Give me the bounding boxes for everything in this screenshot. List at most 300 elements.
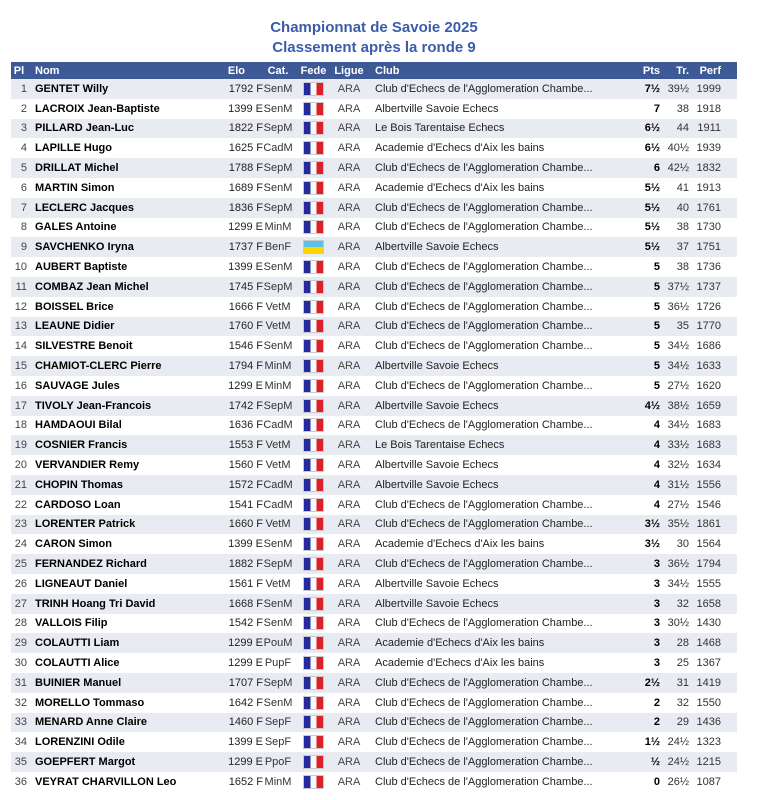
player-nom-cell: TIVOLY Jean-Francois: [35, 399, 152, 412]
france-flag-icon: [303, 359, 324, 373]
player-pts-cell: 6½: [644, 122, 660, 135]
france-flag-icon: [303, 280, 324, 294]
player-pl-cell: 4: [20, 142, 27, 155]
player-fede-cell: [293, 218, 334, 238]
player-nom-cell: MENARD Anne Claire: [35, 716, 148, 729]
player-cat-cell: SepM: [263, 162, 293, 175]
player-club-cell: Club d'Echecs de l'Agglomeration Chambe...: [375, 300, 593, 313]
player-elo-cell: 1399 E: [228, 261, 263, 274]
player-pl-cell: 22: [14, 498, 27, 511]
player-fede-cell: [293, 336, 334, 356]
player-elo-cell: 1299 E: [228, 379, 263, 392]
player-elo-cell: 1299 E: [228, 637, 263, 650]
player-pts-cell: 5: [653, 360, 660, 373]
player-pts-cell: 5: [653, 320, 660, 333]
player-ligue-cell: ARA: [337, 181, 361, 194]
player-pts-cell: 5½: [644, 221, 660, 234]
player-ligue-cell: ARA: [337, 340, 361, 353]
france-flag-icon: [303, 498, 324, 512]
player-pl-cell: 6: [20, 181, 27, 194]
player-perf-cell: 1550: [696, 696, 721, 709]
header-ligue: Ligue: [334, 62, 364, 79]
player-perf-cell: 1634: [696, 459, 721, 472]
table-row: [11, 99, 737, 119]
player-ligue-cell: ARA: [337, 280, 361, 293]
player-club-cell: Club d'Echecs de l'Agglomeration Chambe...: [375, 221, 593, 234]
player-cat-cell: SenM: [263, 538, 293, 551]
player-pts-cell: 5½: [644, 201, 660, 214]
player-ligue-cell: ARA: [337, 577, 361, 590]
player-fede-cell: [293, 495, 334, 515]
table-row: [11, 653, 737, 673]
player-nom-cell: MORELLO Tommaso: [35, 696, 145, 709]
player-perf-cell: 1564: [696, 538, 721, 551]
player-club-cell: Club d'Echecs de l'Agglomeration Chambe...: [375, 498, 593, 511]
player-fede-cell: [293, 732, 334, 752]
player-pl-cell: 16: [14, 379, 27, 392]
france-flag-icon: [303, 577, 324, 591]
player-cat-cell: VetM: [265, 439, 291, 452]
player-cat-cell: SenM: [263, 617, 293, 630]
player-pts-cell: 6½: [644, 142, 660, 155]
player-cat-cell: SepF: [264, 736, 292, 749]
player-ligue-cell: ARA: [337, 300, 361, 313]
player-club-cell: Club d'Echecs de l'Agglomeration Chambe...: [375, 162, 593, 175]
player-ligue-cell: ARA: [337, 439, 361, 452]
player-pts-cell: 1½: [644, 736, 660, 749]
france-flag-icon: [303, 636, 324, 650]
player-ligue-cell: ARA: [337, 162, 361, 175]
player-ligue-cell: ARA: [337, 399, 361, 412]
player-pl-cell: 28: [14, 617, 27, 630]
player-nom-cell: COMBAZ Jean Michel: [35, 280, 149, 293]
france-flag-icon: [303, 260, 324, 274]
player-nom-cell: CARON Simon: [35, 538, 112, 551]
table-row: [11, 257, 737, 277]
france-flag-icon: [303, 537, 324, 551]
player-fede-cell: [293, 534, 334, 554]
player-tr-cell: 40: [676, 201, 689, 214]
player-nom-cell: COLAUTTI Alice: [35, 657, 120, 669]
player-elo-cell: 1299 E: [228, 221, 263, 234]
player-tr-cell: 39½: [667, 82, 689, 95]
player-cat-cell: PupF: [264, 657, 292, 669]
player-ligue-cell: ARA: [337, 241, 361, 254]
player-pts-cell: 3: [653, 577, 660, 590]
france-flag-icon: [303, 696, 324, 710]
player-nom-cell: GALES Antoine: [35, 221, 117, 234]
player-nom-cell: CHAMIOT-CLERC Pierre: [35, 360, 162, 373]
table-row: [11, 376, 737, 396]
player-club-cell: Club d'Echecs de l'Agglomeration Chambe...: [375, 716, 593, 729]
france-flag-icon: [303, 201, 324, 215]
player-elo-cell: 1625 F: [228, 142, 263, 155]
player-tr-cell: 38½: [667, 399, 689, 412]
ranking-subtitle: Classement après la ronde 9: [272, 39, 476, 56]
player-perf-cell: 1683: [696, 419, 721, 432]
france-flag-icon: [303, 517, 324, 531]
player-nom-cell: VERVANDIER Remy: [35, 459, 140, 472]
player-club-cell: Le Bois Tarentaise Echecs: [375, 439, 505, 452]
player-elo-cell: 1299 E: [228, 657, 263, 669]
player-elo-cell: 1572 F: [228, 478, 263, 491]
player-fede-cell: [293, 138, 334, 158]
player-fede-cell: [293, 376, 334, 396]
player-cat-cell: PpoF: [264, 755, 292, 768]
player-pl-cell: 20: [14, 459, 27, 472]
player-club-cell: Albertville Savoie Echecs: [375, 577, 499, 590]
player-cat-cell: SenM: [263, 102, 293, 115]
player-club-cell: Albertville Savoie Echecs: [375, 241, 499, 254]
france-flag-icon: [303, 458, 324, 472]
player-tr-cell: 32: [676, 597, 689, 610]
player-ligue-cell: ARA: [337, 657, 361, 669]
player-tr-cell: 30: [676, 538, 689, 551]
france-flag-icon: [303, 478, 324, 492]
player-cat-cell: SepM: [263, 201, 293, 214]
player-fede-cell: [293, 574, 334, 594]
player-elo-cell: 1546 F: [228, 340, 263, 353]
player-cat-cell: MinM: [264, 379, 292, 392]
player-fede-cell: [293, 396, 334, 416]
player-cat-cell: SepM: [263, 280, 293, 293]
player-elo-cell: 1745 F: [228, 280, 263, 293]
player-tr-cell: 31½: [667, 478, 689, 491]
player-pl-cell: 24: [14, 538, 27, 551]
player-tr-cell: 34½: [667, 360, 689, 373]
player-pts-cell: 5: [653, 300, 660, 313]
player-club-cell: Club d'Echecs de l'Agglomeration Chambe...: [375, 518, 593, 531]
player-perf-cell: 1913: [696, 181, 721, 194]
france-flag-icon: [303, 676, 324, 690]
player-fede-cell: [293, 693, 334, 713]
france-flag-icon: [303, 656, 324, 670]
player-perf-cell: 1770: [696, 320, 721, 333]
player-pl-cell: 36: [14, 775, 27, 788]
player-elo-cell: 1668 F: [228, 597, 263, 610]
table-row: [11, 356, 737, 376]
player-ligue-cell: ARA: [337, 676, 361, 689]
france-flag-icon: [303, 418, 324, 432]
player-fede-cell: [293, 752, 334, 772]
player-elo-cell: 1561 F: [228, 577, 263, 590]
player-fede-cell: [293, 277, 334, 297]
player-fede-cell: [293, 198, 334, 218]
player-tr-cell: 42½: [667, 162, 689, 175]
player-pl-cell: 15: [14, 360, 27, 373]
player-cat-cell: CadM: [263, 142, 293, 155]
player-pl-cell: 18: [14, 419, 27, 432]
player-club-cell: Albertville Savoie Echecs: [375, 102, 499, 115]
player-ligue-cell: ARA: [337, 142, 361, 155]
player-club-cell: Club d'Echecs de l'Agglomeration Chambe...: [375, 419, 593, 432]
player-club-cell: Club d'Echecs de l'Agglomeration Chambe...: [375, 340, 593, 353]
player-perf-cell: 1939: [696, 142, 721, 155]
player-ligue-cell: ARA: [337, 320, 361, 333]
player-pts-cell: 4: [653, 459, 660, 472]
table-row: [11, 435, 737, 455]
player-fede-cell: [293, 554, 334, 574]
table-row: [11, 336, 737, 356]
france-flag-icon: [303, 557, 324, 571]
player-elo-cell: 1882 F: [228, 558, 263, 571]
france-flag-icon: [303, 735, 324, 749]
player-cat-cell: VetM: [265, 577, 291, 590]
player-perf-cell: 1419: [696, 676, 721, 689]
player-fede-cell: [293, 713, 334, 733]
header-pl: Pl: [11, 62, 27, 79]
player-perf-cell: 1761: [696, 201, 721, 214]
player-ligue-cell: ARA: [337, 597, 361, 610]
player-ligue-cell: ARA: [337, 360, 361, 373]
table-row: [11, 416, 737, 436]
player-ligue-cell: ARA: [337, 122, 361, 135]
player-club-cell: Academie d'Echecs d'Aix les bains: [375, 657, 545, 669]
player-tr-cell: 40½: [667, 142, 689, 155]
player-perf-cell: 1436: [696, 716, 721, 729]
player-cat-cell: MinM: [264, 360, 292, 373]
player-tr-cell: 29: [676, 716, 689, 729]
player-tr-cell: 30½: [667, 617, 689, 630]
player-club-cell: Club d'Echecs de l'Agglomeration Chambe...: [375, 676, 593, 689]
player-club-cell: Club d'Echecs de l'Agglomeration Chambe...: [375, 755, 593, 768]
player-pl-cell: 35: [14, 755, 27, 768]
player-tr-cell: 24½: [667, 755, 689, 768]
player-tr-cell: 37: [676, 241, 689, 254]
player-pts-cell: 0: [653, 775, 660, 788]
player-fede-cell: [293, 257, 334, 277]
player-cat-cell: MinM: [264, 221, 292, 234]
header-pts: Pts: [604, 62, 660, 79]
player-perf-cell: 1918: [696, 102, 721, 115]
player-perf-cell: 1556: [696, 478, 721, 491]
player-pts-cell: 5½: [644, 181, 660, 194]
player-pl-cell: 34: [14, 736, 27, 749]
player-perf-cell: 1546: [696, 498, 721, 511]
player-ligue-cell: ARA: [337, 102, 361, 115]
player-elo-cell: 1299 E: [228, 755, 263, 768]
player-perf-cell: 1683: [696, 439, 721, 452]
player-perf-cell: 1468: [696, 637, 721, 650]
player-club-cell: Albertville Savoie Echecs: [375, 399, 499, 412]
table-row: [11, 534, 737, 554]
player-nom-cell: BOISSEL Brice: [35, 300, 114, 313]
player-ligue-cell: ARA: [337, 538, 361, 551]
player-tr-cell: 34½: [667, 419, 689, 432]
player-fede-cell: [293, 237, 334, 257]
player-pts-cell: 2: [653, 716, 660, 729]
table-row: [11, 198, 737, 218]
player-pl-cell: 8: [20, 221, 27, 234]
player-club-cell: Club d'Echecs de l'Agglomeration Chambe...: [375, 82, 593, 95]
player-club-cell: Club d'Echecs de l'Agglomeration Chambe...: [375, 201, 593, 214]
table-row: [11, 673, 737, 693]
player-cat-cell: BenF: [264, 241, 292, 254]
player-pl-cell: 2: [20, 102, 27, 115]
player-pts-cell: 6: [653, 162, 660, 175]
player-tr-cell: 35½: [667, 518, 689, 531]
player-fede-cell: [293, 79, 334, 99]
player-nom-cell: LEAUNE Didier: [35, 320, 115, 333]
player-pts-cell: 5: [653, 379, 660, 392]
player-nom-cell: LORENZINI Odile: [35, 736, 125, 749]
player-pl-cell: 19: [14, 439, 27, 452]
player-pl-cell: 21: [14, 478, 27, 491]
player-club-cell: Club d'Echecs de l'Agglomeration Chambe...: [375, 320, 593, 333]
player-fede-cell: [293, 515, 334, 535]
player-club-cell: Academie d'Echecs d'Aix les bains: [375, 538, 545, 551]
header-tr: Tr.: [660, 62, 689, 79]
player-elo-cell: 1760 F: [228, 320, 263, 333]
player-fede-cell: [293, 158, 334, 178]
player-perf-cell: 1087: [696, 775, 721, 788]
player-fede-cell: [293, 614, 334, 634]
france-flag-icon: [303, 181, 324, 195]
player-elo-cell: 1822 F: [228, 122, 263, 135]
table-row: [11, 515, 737, 535]
france-flag-icon: [303, 399, 324, 413]
player-fede-cell: [293, 317, 334, 337]
player-tr-cell: 41: [676, 181, 689, 194]
player-cat-cell: SepM: [263, 122, 293, 135]
tournament-title: Championnat de Savoie 2025: [270, 19, 478, 36]
player-tr-cell: 27½: [667, 379, 689, 392]
player-perf-cell: 1215: [696, 755, 721, 768]
player-ligue-cell: ARA: [337, 201, 361, 214]
player-elo-cell: 1707 F: [228, 676, 263, 689]
player-ligue-cell: ARA: [337, 716, 361, 729]
player-perf-cell: 1751: [696, 241, 721, 254]
france-flag-icon: [303, 715, 324, 729]
player-ligue-cell: ARA: [337, 379, 361, 392]
france-flag-icon: [303, 755, 324, 769]
player-pl-cell: 14: [14, 340, 27, 353]
player-elo-cell: 1399 E: [228, 538, 263, 551]
player-pl-cell: 3: [20, 122, 27, 135]
player-elo-cell: 1788 F: [228, 162, 263, 175]
player-perf-cell: 1999: [696, 82, 721, 95]
player-cat-cell: CadM: [263, 498, 293, 511]
player-pl-cell: 5: [20, 162, 27, 175]
player-ligue-cell: ARA: [337, 221, 361, 234]
player-nom-cell: CARDOSO Loan: [35, 498, 121, 511]
player-fede-cell: [293, 99, 334, 119]
player-fede-cell: [293, 594, 334, 614]
player-pl-cell: 25: [14, 558, 27, 571]
player-pts-cell: 5½: [644, 241, 660, 254]
table-row: [11, 574, 737, 594]
player-pts-cell: 4: [653, 419, 660, 432]
table-row: [11, 475, 737, 495]
france-flag-icon: [303, 339, 324, 353]
player-fede-cell: [293, 772, 334, 792]
player-club-cell: Le Bois Tarentaise Echecs: [375, 122, 505, 135]
player-pl-cell: 26: [14, 577, 27, 590]
player-pl-cell: 10: [14, 261, 27, 274]
player-perf-cell: 1555: [696, 577, 721, 590]
player-pl-cell: 31: [14, 676, 27, 689]
player-elo-cell: 1794 F: [228, 360, 263, 373]
player-cat-cell: VetM: [265, 518, 291, 531]
player-tr-cell: 32: [676, 696, 689, 709]
player-ligue-cell: ARA: [337, 736, 361, 749]
table-row: [11, 237, 737, 257]
player-nom-cell: COLAUTTI Liam: [35, 637, 120, 650]
player-nom-cell: GENTET Willy: [35, 82, 109, 95]
player-club-cell: Academie d'Echecs d'Aix les bains: [375, 181, 545, 194]
france-flag-icon: [303, 220, 324, 234]
player-cat-cell: MinM: [264, 775, 292, 788]
player-perf-cell: 1367: [696, 657, 721, 669]
table-row: [11, 138, 737, 158]
player-tr-cell: 26½: [667, 775, 689, 788]
player-ligue-cell: ARA: [337, 617, 361, 630]
player-club-cell: Academie d'Echecs d'Aix les bains: [375, 637, 545, 650]
player-nom-cell: GOEPFERT Margot: [35, 755, 136, 768]
player-pl-cell: 13: [14, 320, 27, 333]
player-fede-cell: [293, 416, 334, 436]
table-row: [11, 218, 737, 238]
table-row: [11, 495, 737, 515]
player-cat-cell: SenM: [263, 340, 293, 353]
player-cat-cell: SepM: [263, 676, 293, 689]
france-flag-icon: [303, 121, 324, 135]
player-perf-cell: 1861: [696, 518, 721, 531]
player-tr-cell: 25: [676, 657, 689, 669]
table-row: [11, 713, 737, 733]
player-tr-cell: 35: [676, 320, 689, 333]
header-elo: Elo: [197, 62, 263, 79]
player-club-cell: Academie d'Echecs d'Aix les bains: [375, 142, 545, 155]
player-tr-cell: 37½: [667, 280, 689, 293]
player-pl-cell: 7: [20, 201, 27, 214]
table-row: [11, 554, 737, 574]
player-ligue-cell: ARA: [337, 755, 361, 768]
player-perf-cell: 1430: [696, 617, 721, 630]
player-perf-cell: 1736: [696, 261, 721, 274]
player-pl-cell: 9: [20, 241, 27, 254]
player-elo-cell: 1636 F: [228, 419, 263, 432]
table-row: [11, 396, 737, 416]
france-flag-icon: [303, 597, 324, 611]
player-club-cell: Club d'Echecs de l'Agglomeration Chambe...: [375, 775, 593, 788]
player-cat-cell: VetM: [265, 300, 291, 313]
france-flag-icon: [303, 82, 324, 96]
player-nom-cell: DRILLAT Michel: [35, 162, 119, 175]
player-ligue-cell: ARA: [337, 459, 361, 472]
france-flag-icon: [303, 775, 324, 789]
player-pts-cell: 4: [653, 478, 660, 491]
player-club-cell: Club d'Echecs de l'Agglomeration Chambe...: [375, 617, 593, 630]
player-pl-cell: 12: [14, 300, 27, 313]
player-ligue-cell: ARA: [337, 637, 361, 650]
player-pts-cell: 7: [653, 102, 660, 115]
player-perf-cell: 1730: [696, 221, 721, 234]
player-tr-cell: 36½: [667, 558, 689, 571]
france-flag-icon: [303, 379, 324, 393]
player-nom-cell: AUBERT Baptiste: [35, 261, 128, 274]
header-fede: Fede: [293, 62, 334, 79]
table-row: [11, 693, 737, 713]
player-tr-cell: 38: [676, 102, 689, 115]
player-pl-cell: 32: [14, 696, 27, 709]
player-fede-cell: [293, 356, 334, 376]
player-elo-cell: 1399 E: [228, 736, 263, 749]
table-row: [11, 455, 737, 475]
table-row: [11, 752, 737, 772]
player-nom-cell: TRINH Hoang Tri David: [35, 597, 156, 610]
player-fede-cell: [293, 633, 334, 653]
